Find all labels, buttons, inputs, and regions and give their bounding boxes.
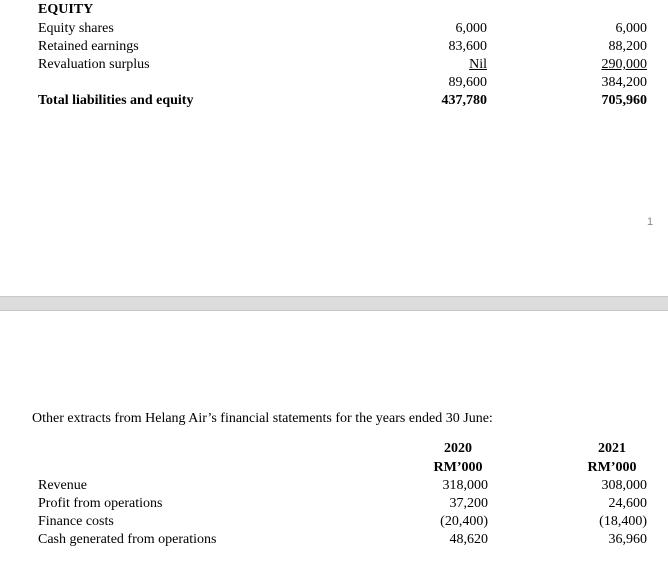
equity-heading: EQUITY [38, 2, 94, 17]
extract-row-label: Revenue [38, 478, 87, 493]
total-2021: 705,960 [601, 93, 647, 108]
extracts-intro: Other extracts from Helang Air’s financial statements for the years ended 30 June: [32, 411, 493, 426]
unit-2020-header: RM’000 [433, 460, 483, 475]
equity-row-2020: Nil [469, 57, 487, 72]
equity-row-label: Retained earnings [38, 39, 139, 54]
equity-subtotal-2020: 89,600 [448, 75, 487, 90]
extract-row-label: Profit from operations [38, 496, 163, 511]
page-2 [0, 311, 668, 575]
total-2020: 437,780 [441, 93, 487, 108]
equity-row-label: Equity shares [38, 21, 114, 36]
equity-row-2021: 88,200 [608, 39, 647, 54]
year-2021-header: 2021 [598, 441, 626, 456]
extract-row-2020: 37,200 [449, 496, 488, 511]
equity-row-2020: 6,000 [455, 21, 487, 36]
extract-row-2020: (20,400) [440, 514, 488, 529]
extract-row-label: Cash generated from operations [38, 532, 217, 547]
total-label: Total liabilities and equity [38, 93, 194, 108]
extract-row-2021: 308,000 [601, 478, 647, 493]
extract-row-label: Finance costs [38, 514, 114, 529]
equity-row-2021: 6,000 [615, 21, 647, 36]
extract-row-2021: (18,400) [599, 514, 647, 529]
extract-row-2020: 48,620 [449, 532, 488, 547]
equity-row-2021: 290,000 [601, 57, 647, 72]
year-2020-header: 2020 [444, 441, 472, 456]
page-separator [0, 296, 668, 311]
extract-row-2020: 318,000 [442, 478, 488, 493]
equity-row-label: Revaluation surplus [38, 57, 150, 72]
equity-row-2020: 83,600 [448, 39, 487, 54]
equity-subtotal-2021: 384,200 [601, 75, 647, 90]
extract-row-2021: 36,960 [608, 532, 647, 547]
page-number: 1 [646, 216, 654, 228]
unit-2021-header: RM’000 [587, 460, 637, 475]
extract-row-2021: 24,600 [608, 496, 647, 511]
